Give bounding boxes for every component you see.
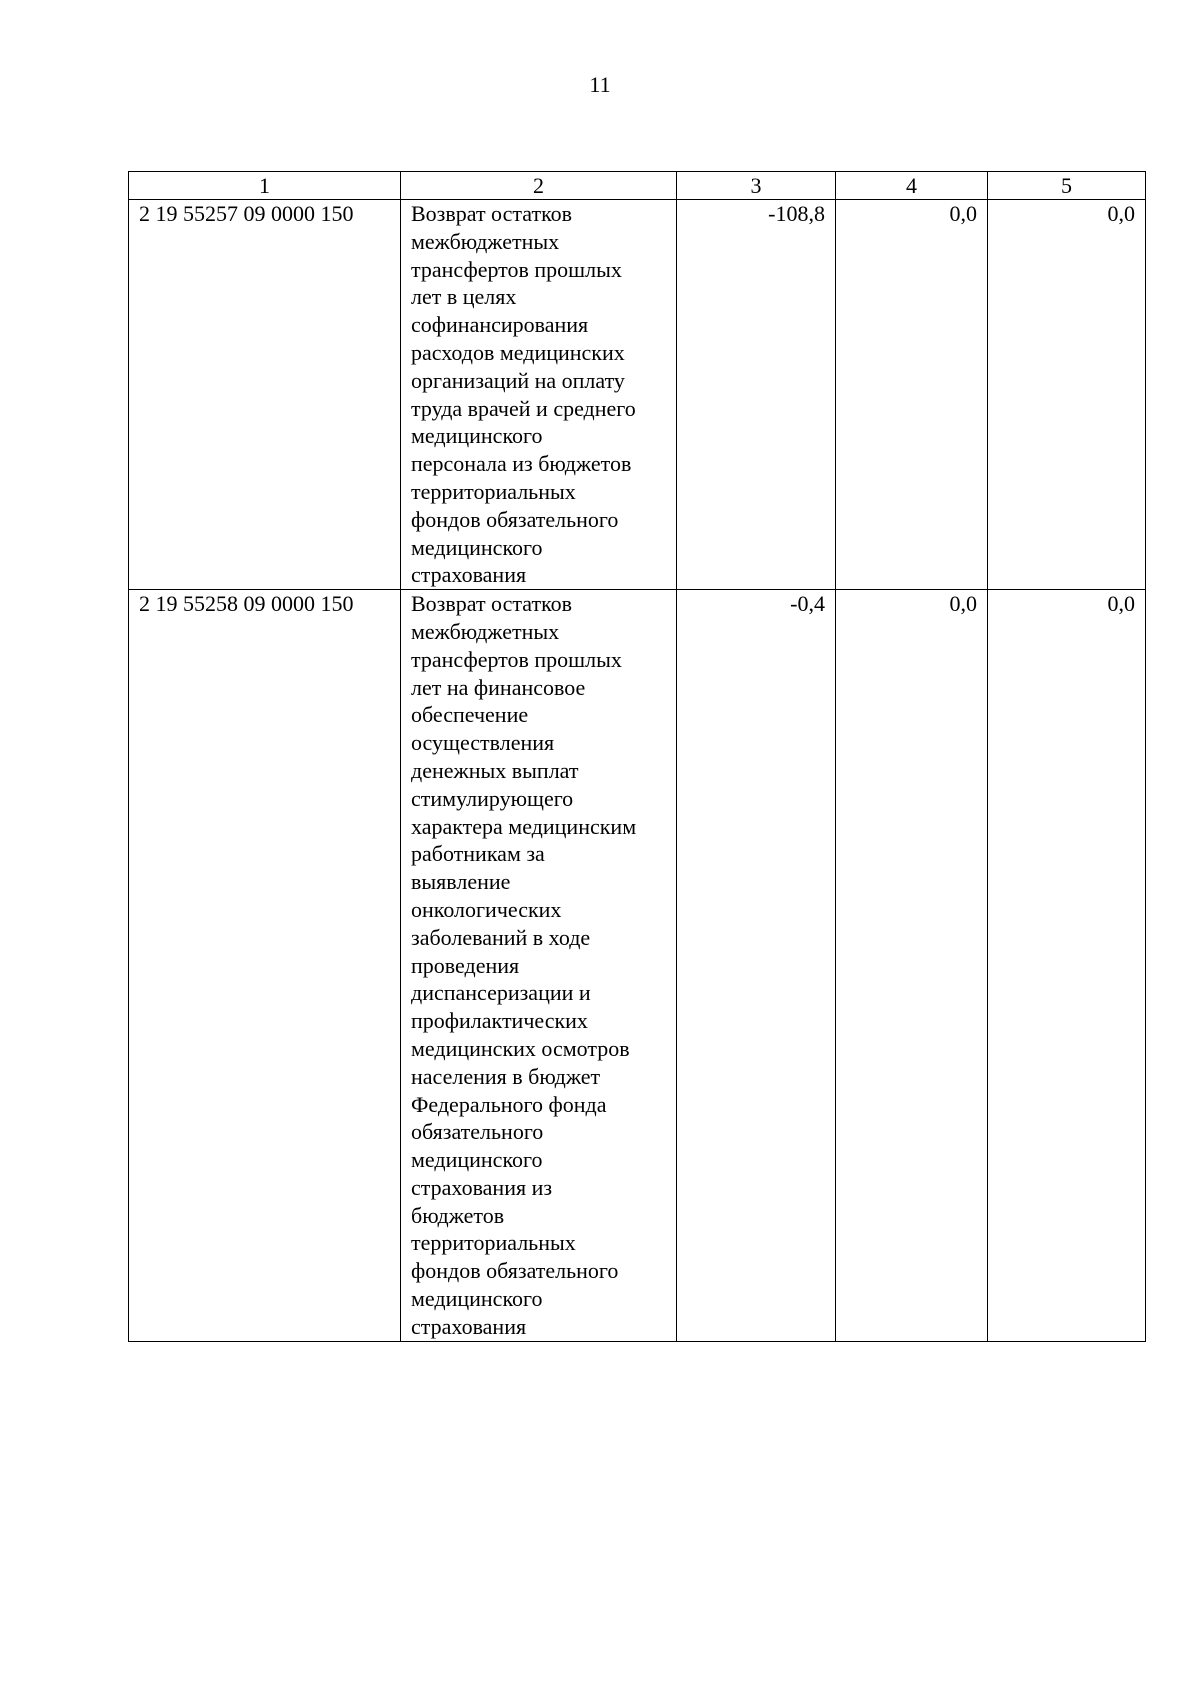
row-col3-value: -0,4 [677, 590, 836, 1342]
row-name-line: обеспечение [411, 702, 529, 728]
page-number: 11 [589, 72, 611, 97]
row-name-line: выявление [411, 869, 511, 895]
column-header-2: 2 [401, 172, 677, 200]
row-name-line: медицинского [411, 1286, 543, 1312]
row-name-line: фондов обязательного [411, 506, 619, 532]
row-name [401, 590, 677, 1342]
table-body [129, 200, 1146, 1342]
row-col5-value: 0,0 [988, 590, 1146, 1342]
table-row [129, 590, 1146, 1342]
row-name-line: страхования [411, 562, 527, 588]
table-row [129, 200, 1146, 590]
row-name-line: проведения [411, 952, 520, 978]
row-col4-value: 0,0 [836, 590, 988, 1342]
row-name-line: Возврат остатков [411, 201, 573, 226]
row-name-line: медицинских осмотров [411, 1035, 630, 1061]
row-name-line: осуществления [411, 730, 555, 756]
row-col4-value: 0,0 [836, 200, 988, 590]
row-name-line: Возврат остатков [411, 591, 573, 617]
row-name [401, 200, 677, 590]
row-name-line: страхования из [411, 1174, 553, 1200]
row-code: 2 19 55258 09 0000 150 [129, 590, 401, 1342]
row-name-line: денежных выплат [411, 757, 579, 783]
row-name-line: территориальных [411, 478, 576, 504]
row-name-line: лет в целях [411, 284, 517, 310]
row-name-line: онкологических [411, 896, 562, 922]
row-name-line: медицинского [411, 534, 543, 560]
table-header-row [129, 172, 1146, 200]
row-name-line: заболеваний в ходе [411, 924, 591, 950]
row-col5-value: 0,0 [988, 200, 1146, 590]
row-name-line: труда врачей и среднего [411, 395, 636, 421]
row-name-line: населения в бюджет [411, 1063, 601, 1089]
column-header-4: 4 [836, 172, 988, 200]
row-name-line: софинансирования [411, 312, 589, 338]
row-name-line: лет на финансовое [411, 674, 586, 700]
row-name-line: характера медицинским [411, 813, 637, 839]
row-name-line: стимулирующего [411, 785, 574, 811]
column-header-5: 5 [988, 172, 1146, 200]
row-col3-value: -108,8 [677, 200, 836, 590]
row-name-line: расходов медицинских [411, 339, 625, 365]
budget-table [128, 171, 1146, 1342]
row-name-line: персонала из бюджетов [411, 451, 632, 477]
row-name-line: фондов обязательного [411, 1258, 619, 1284]
row-name-line: страхования [411, 1313, 527, 1339]
row-name-line: медицинского [411, 1147, 543, 1173]
row-name-line: трансфертов прошлых [411, 256, 622, 282]
row-name-line: работникам за [411, 841, 545, 867]
row-name-line: бюджетов [411, 1202, 505, 1228]
row-name-line: диспансеризации и [411, 980, 591, 1006]
row-name-line: медицинского [411, 423, 543, 449]
row-name-line: профилактических [411, 1008, 588, 1034]
column-header-3: 3 [677, 172, 836, 200]
row-code: 2 19 55257 09 0000 150 [129, 200, 401, 590]
row-name-line: Федерального фонда [411, 1091, 607, 1117]
row-name-line: организаций на оплату [411, 367, 625, 393]
row-name-line: межбюджетных [411, 618, 560, 644]
row-name-line: трансфертов прошлых [411, 646, 622, 672]
row-name-line: обязательного [411, 1119, 544, 1145]
row-name-line: межбюджетных [411, 228, 560, 254]
column-header-1: 1 [129, 172, 401, 200]
row-name-line: территориальных [411, 1230, 576, 1256]
